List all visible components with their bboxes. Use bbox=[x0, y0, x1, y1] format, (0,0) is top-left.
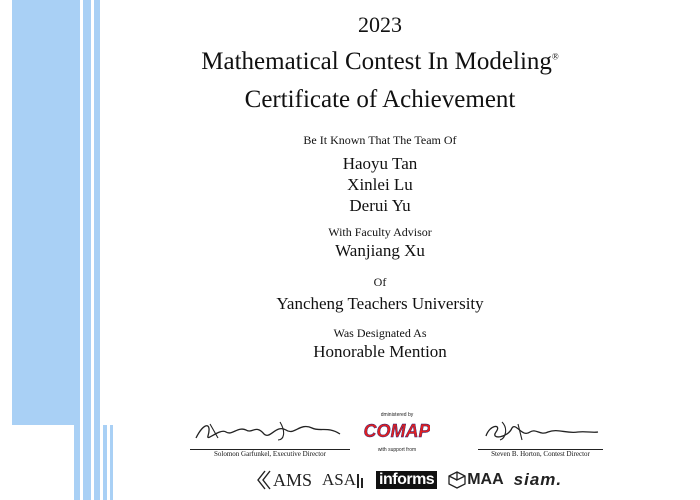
with-support-label: with support from bbox=[377, 447, 417, 453]
stripe bbox=[83, 0, 91, 500]
team-member: Derui Yu bbox=[349, 196, 411, 215]
informs-logo: informs bbox=[376, 471, 437, 489]
advisor-name: Wanjiang Xu bbox=[335, 241, 425, 260]
comap-logo-text: COMAP bbox=[364, 421, 430, 441]
stripe bbox=[94, 0, 100, 500]
stripe-gap bbox=[12, 425, 22, 500]
ams-logo-text: AMS bbox=[273, 469, 313, 490]
of-label: Of bbox=[373, 275, 387, 289]
ams-logo bbox=[255, 469, 312, 491]
ams-bracket-icon bbox=[255, 469, 273, 491]
designated-label: Was Designated As bbox=[333, 326, 427, 340]
certificate-title: Certificate of Achievement bbox=[244, 86, 516, 113]
executive-director-signature bbox=[190, 418, 350, 458]
comap-block bbox=[362, 412, 432, 453]
advisor-label: With Faculty Advisor bbox=[328, 225, 432, 239]
signature-scribble bbox=[478, 418, 603, 444]
institution-name: Yancheng Teachers University bbox=[276, 294, 484, 313]
certificate-year: 2023 bbox=[358, 12, 402, 37]
stripe bbox=[103, 425, 107, 500]
administered-by-label: dministered by bbox=[380, 412, 414, 418]
stripe bbox=[110, 425, 113, 500]
contest-name-text: Mathematical Contest In Modeling bbox=[201, 48, 552, 75]
contest-name bbox=[130, 48, 630, 76]
maa-logo-text: MAA bbox=[467, 471, 504, 488]
team-members bbox=[130, 153, 630, 216]
asa-bars-icon bbox=[356, 470, 366, 490]
asa-logo bbox=[322, 470, 366, 490]
sponsor-logos bbox=[255, 466, 562, 494]
contest-director-signature bbox=[478, 418, 603, 458]
decorative-stripes bbox=[0, 0, 115, 500]
signature-caption: Solomon Garfunkel, Executive Director bbox=[214, 450, 326, 458]
team-member: Xinlei Lu bbox=[347, 175, 413, 194]
signature-caption: Steven B. Horton, Contest Director bbox=[491, 450, 590, 458]
team-member: Haoyu Tan bbox=[342, 154, 418, 173]
signature-scribble bbox=[190, 418, 350, 444]
siam-logo: siam. bbox=[513, 470, 563, 489]
stripe bbox=[12, 0, 74, 425]
stripe bbox=[74, 0, 80, 500]
intro-text: Be It Known That The Team Of bbox=[303, 133, 457, 147]
registered-mark: ® bbox=[551, 51, 559, 62]
maa-cube-icon bbox=[447, 470, 467, 490]
stripe bbox=[0, 0, 12, 500]
award-title: Honorable Mention bbox=[313, 342, 447, 361]
comap-logo bbox=[364, 418, 430, 442]
asa-logo-text: ASA bbox=[322, 470, 357, 489]
maa-logo bbox=[447, 470, 503, 490]
